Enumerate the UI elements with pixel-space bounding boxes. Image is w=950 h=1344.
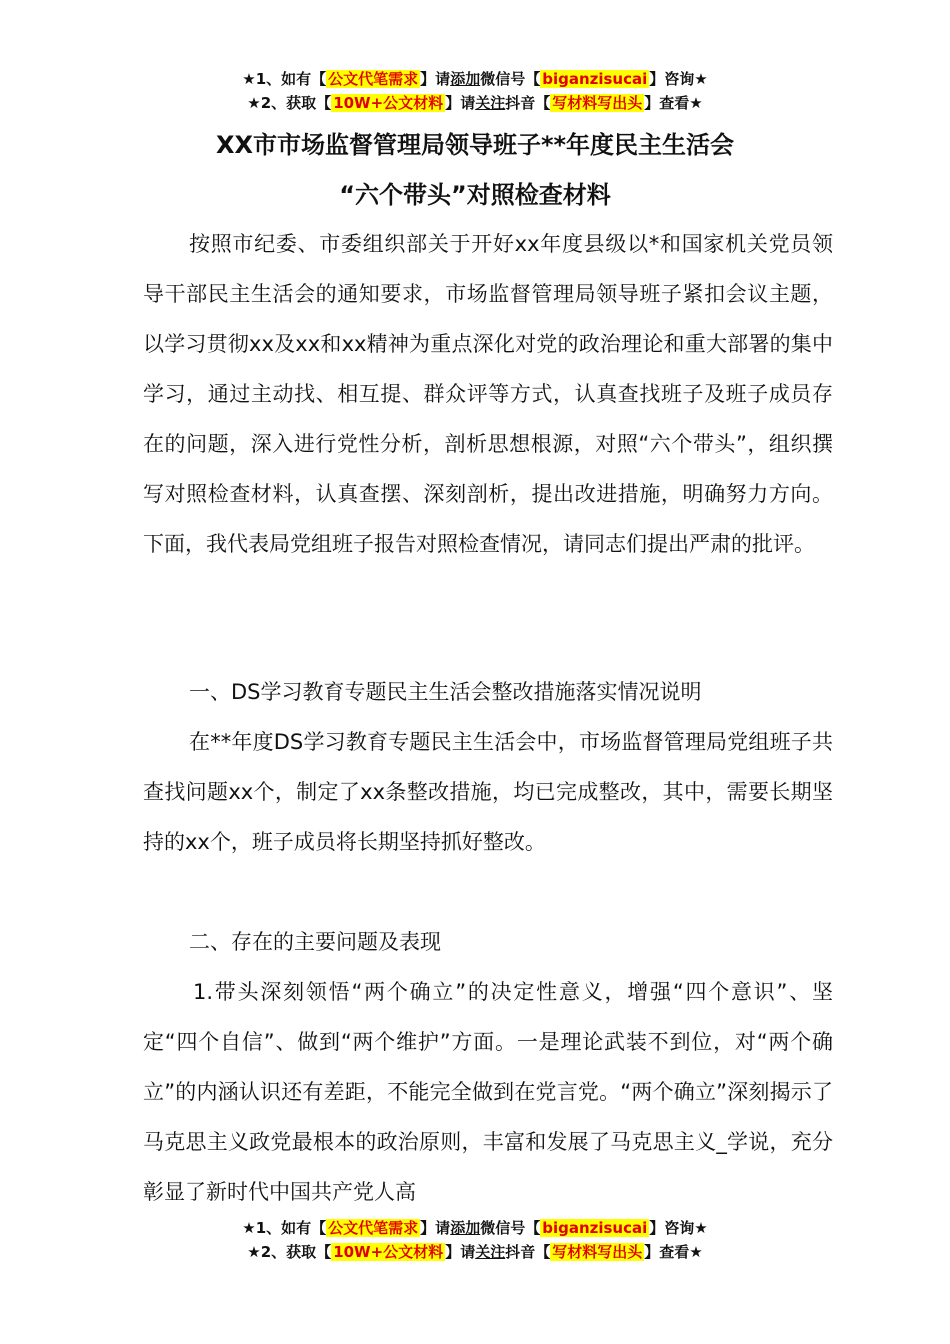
- document-title: XX市市场监督管理局领导班子**年度民主生活会: [215, 131, 735, 159]
- promo-line-2: ★2、获取【 10W+公文材料 】请关注抖音【 写材料写出头 】查看★: [247, 94, 703, 112]
- intro-paragraph: 按照市纪委、市委组织部关于开好xx年度县级以*和国家机关党员领导干部民主生活会的通知要求，市场监督管理局领导班子紧扣会议主题，以学习贯彻xx及xx和xx精神为重点深化对党的政治理论和重大部署的集中学习，通过主动找、相互提、群众评等方式，认真查找班子及班子成员存在的问题，深入进行党性分析，剖析思想根源，对照“六个带头”，组织撰写对照检查材料，认真查摆、深刻剖析，提出改进措施，明确努力方向。下面，我代表局党组班子报告对照检查情况，请同志们提出严肃的批评。: [143, 232, 833, 556]
- section-1-paragraph: 在**年度DS学习教育专题民主生活会中，市场监督管理局党组班子共查找问题xx个，制定了xx条整改措施，均已完成整改，其中，需要长期坚持的xx个，班子成员将长期坚持抓好整改。: [143, 730, 833, 854]
- promo-line-1: ★1、如有【 公文代笔需求 】请添加微信号【 biganzisucai 】咨询★: [242, 70, 708, 88]
- highlight-service: 公文代笔需求: [328, 70, 419, 88]
- promo-banner-bottom: [0, 1216, 950, 1264]
- highlight-douyin: 写材料写出头: [552, 1243, 643, 1261]
- section-2-heading: 二、存在的主要问题及表现: [189, 930, 441, 954]
- promo-line-2: ★2、获取【 10W+公文材料 】请关注抖音【 写材料写出头 】查看★: [247, 1243, 703, 1261]
- highlight-service: 公文代笔需求: [328, 1219, 419, 1237]
- highlight-wechat-id: biganzisucai: [542, 1219, 648, 1237]
- highlight-douyin: 写材料写出头: [552, 94, 643, 112]
- highlight-materials: 10W+公文材料: [333, 1243, 444, 1261]
- highlight-materials: 10W+公文材料: [333, 94, 444, 112]
- section-1-heading: 一、DS学习教育专题民主生活会整改措施落实情况说明: [189, 680, 702, 704]
- promo-banner-top: [0, 67, 950, 115]
- promo-line-1: ★1、如有【 公文代笔需求 】请添加微信号【 biganzisucai 】咨询★: [242, 1219, 708, 1237]
- highlight-wechat-id: biganzisucai: [542, 70, 648, 88]
- document-subtitle: “六个带头”对照检查材料: [339, 181, 611, 209]
- section-2-paragraph: 1.带头深刻领悟“两个确立”的决定性意义，增强“四个意识”、坚定“四个自信”、做到“两个维护”方面。一是理论武装不到位，对“两个确立”的内涵认识还有差距，不能完全做到在党言党。“两个确立”深刻揭示了马克思主义政党最根本的政治原则，丰富和发展了马克思主义_学说，充分彰显了新时代中国共产党人高: [143, 980, 833, 1204]
